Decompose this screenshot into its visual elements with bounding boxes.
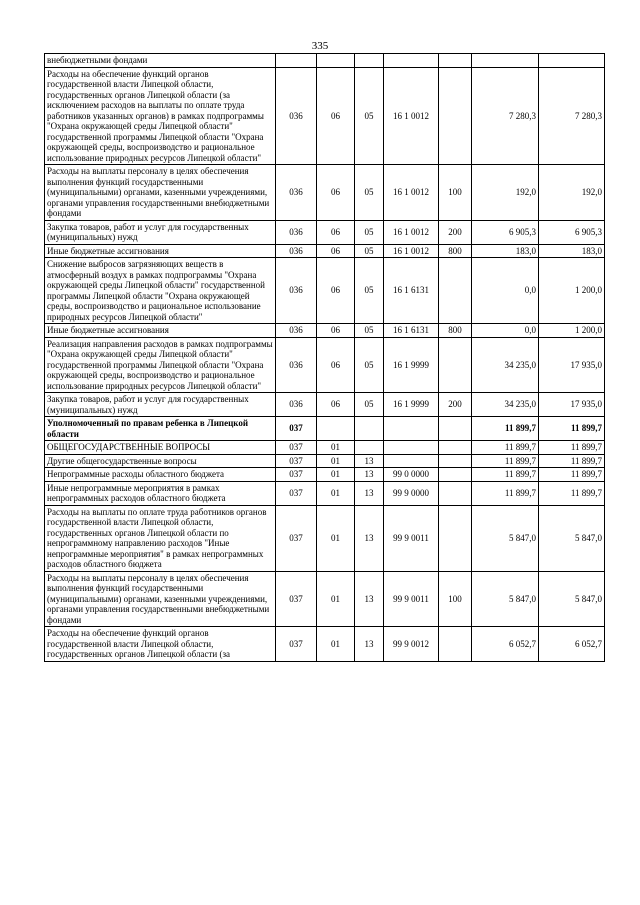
subsection-code: 13 [355,454,384,468]
ministry-code: 037 [276,468,317,482]
amount-year-2: 11 899,7 [539,417,605,441]
amount-year-1: 11 899,7 [472,481,539,505]
item-name: Непрограммные расходы областного бюджета [45,468,276,482]
expense-kind-code: 100 [439,165,472,221]
item-name: Закупка товаров, работ и услуг для государственных (муниципальных) нужд [45,393,276,417]
ministry-code: 037 [276,571,317,627]
amount-year-2: 17 935,0 [539,393,605,417]
section-code: 01 [317,571,355,627]
section-code: 06 [317,220,355,244]
ministry-code: 036 [276,165,317,221]
section-code: 06 [317,258,355,324]
page-number: 335 [311,40,329,52]
table-row [45,441,605,455]
item-name: Расходы на обеспечение функций органов государственной власти Липецкой области, государственных органов Липецкой области (за [45,627,276,662]
table-row [45,571,605,627]
subsection-code: 05 [355,244,384,258]
expense-kind-code [439,468,472,482]
amount-year-1: 11 899,7 [472,441,539,455]
section-code: 01 [317,441,355,455]
expense-kind-code [439,627,472,662]
table-row [45,627,605,662]
table-row [45,258,605,324]
table-row [45,324,605,338]
amount-year-1: 6 052,7 [472,627,539,662]
subsection-code: 13 [355,571,384,627]
amount-year-1: 11 899,7 [472,468,539,482]
subsection-code: 13 [355,468,384,482]
amount-year-2: 7 280,3 [539,67,605,165]
target-article-code: 99 9 0012 [384,627,439,662]
budget-table [44,53,605,662]
expense-kind-code [439,454,472,468]
amount-year-1: 5 847,0 [472,505,539,571]
budget-table-body [45,54,605,662]
amount-year-1: 11 899,7 [472,454,539,468]
subsection-code: 05 [355,324,384,338]
expense-kind-code [439,505,472,571]
amount-year-2: 6 052,7 [539,627,605,662]
amount-year-1: 0,0 [472,324,539,338]
expense-kind-code: 800 [439,324,472,338]
expense-kind-code: 800 [439,244,472,258]
ministry-code: 036 [276,393,317,417]
target-article-code [384,454,439,468]
expense-kind-code [439,258,472,324]
amount-year-2: 11 899,7 [539,441,605,455]
item-name: Расходы на обеспечение функций органов государственной власти Липецкой области, государственных органов Липецкой области (за исключением расходов на выплаты по оплате труда работников указанных органов) в рамках подпрограммы "Охрана окружающей среды Липецкой области" государственной программы Липецкой области "Охрана окружающей среды, воспроизводство и рациональное использование природных ресурсов Липецкой области" [45,67,276,165]
section-code: 06 [317,324,355,338]
target-article-code [384,54,439,68]
target-article-code: 16 1 9999 [384,393,439,417]
amount-year-1: 5 847,0 [472,571,539,627]
table-row [45,220,605,244]
item-name: Иные бюджетные ассигнования [45,324,276,338]
target-article-code: 99 9 0000 [384,481,439,505]
ministry-code: 037 [276,441,317,455]
section-code: 01 [317,481,355,505]
target-article-code: 99 0 0000 [384,468,439,482]
amount-year-1: 7 280,3 [472,67,539,165]
item-name: Уполномоченный по правам ребенка в Липецкой области [45,417,276,441]
ministry-code [276,54,317,68]
ministry-code: 037 [276,454,317,468]
target-article-code: 16 1 0012 [384,244,439,258]
item-name: Иные непрограммные мероприятия в рамках непрограммных расходов областного бюджета [45,481,276,505]
subsection-code: 05 [355,220,384,244]
table-row [45,54,605,68]
section-code: 06 [317,165,355,221]
target-article-code: 16 1 0012 [384,165,439,221]
item-name: Расходы на выплаты персоналу в целях обеспечения выполнения функций государственными (муниципальными) органами, казенными учреждениями, органами управления государственными внебюджетными фондами [45,571,276,627]
section-code [317,417,355,441]
item-name: Закупка товаров, работ и услуг для государственных (муниципальных) нужд [45,220,276,244]
section-code: 01 [317,468,355,482]
section-code: 06 [317,67,355,165]
table-row [45,393,605,417]
subsection-code: 05 [355,67,384,165]
amount-year-2: 183,0 [539,244,605,258]
section-code: 01 [317,627,355,662]
target-article-code: 16 1 6131 [384,258,439,324]
expense-kind-code [439,481,472,505]
ministry-code: 037 [276,505,317,571]
subsection-code: 05 [355,393,384,417]
target-article-code: 16 1 9999 [384,337,439,393]
target-article-code [384,417,439,441]
amount-year-1: 6 905,3 [472,220,539,244]
subsection-code [355,417,384,441]
amount-year-2: 17 935,0 [539,337,605,393]
expense-kind-code [439,417,472,441]
item-name: внебюджетными фондами [45,54,276,68]
expense-kind-code: 200 [439,220,472,244]
table-row [45,244,605,258]
item-name: ОБЩЕГОСУДАРСТВЕННЫЕ ВОПРОСЫ [45,441,276,455]
subsection-code: 05 [355,337,384,393]
item-name: Другие общегосударственные вопросы [45,454,276,468]
amount-year-2: 6 905,3 [539,220,605,244]
target-article-code [384,441,439,455]
table-row [45,417,605,441]
subsection-code: 13 [355,627,384,662]
ministry-code: 036 [276,220,317,244]
expense-kind-code [439,441,472,455]
table-row [45,468,605,482]
amount-year-2: 5 847,0 [539,505,605,571]
amount-year-2: 11 899,7 [539,481,605,505]
section-code [317,54,355,68]
amount-year-1: 34 235,0 [472,393,539,417]
ministry-code: 037 [276,627,317,662]
section-code: 06 [317,393,355,417]
expense-kind-code [439,67,472,165]
target-article-code: 99 9 0011 [384,505,439,571]
section-code: 06 [317,337,355,393]
table-row [45,454,605,468]
subsection-code [355,54,384,68]
section-code: 06 [317,244,355,258]
subsection-code: 13 [355,505,384,571]
section-code: 01 [317,454,355,468]
amount-year-1: 192,0 [472,165,539,221]
item-name: Иные бюджетные ассигнования [45,244,276,258]
ministry-code: 037 [276,481,317,505]
table-row [45,337,605,393]
ministry-code: 037 [276,417,317,441]
amount-year-2 [539,54,605,68]
expense-kind-code [439,337,472,393]
target-article-code: 16 1 0012 [384,220,439,244]
amount-year-1 [472,54,539,68]
table-row [45,67,605,165]
table-row [45,165,605,221]
expense-kind-code [439,54,472,68]
amount-year-1: 183,0 [472,244,539,258]
item-name: Расходы на выплаты по оплате труда работников органов государственной власти Липецкой области, государственных органов Липецкой области по непрограммному направлению расходов "Иные непрограммные мероприятия" в рамках непрограммных расходов областного бюджета [45,505,276,571]
amount-year-2: 192,0 [539,165,605,221]
subsection-code: 13 [355,481,384,505]
target-article-code: 99 9 0011 [384,571,439,627]
target-article-code: 16 1 6131 [384,324,439,338]
subsection-code: 05 [355,258,384,324]
amount-year-2: 11 899,7 [539,468,605,482]
ministry-code: 036 [276,324,317,338]
section-code: 01 [317,505,355,571]
ministry-code: 036 [276,67,317,165]
amount-year-1: 0,0 [472,258,539,324]
ministry-code: 036 [276,244,317,258]
ministry-code: 036 [276,258,317,324]
target-article-code: 16 1 0012 [384,67,439,165]
subsection-code [355,441,384,455]
amount-year-2: 11 899,7 [539,454,605,468]
item-name: Расходы на выплаты персоналу в целях обеспечения выполнения функций государственными (муниципальными) органами, казенными учреждениями, органами управления государственными внебюджетными фондами [45,165,276,221]
table-row [45,481,605,505]
item-name: Снижение выбросов загрязняющих веществ в атмосферный воздух в рамках подпрограммы "Охрана окружающей среды Липецкой области" государственной программы Липецкой области "Охрана окружающей среды, воспроизводство и рациональное использование природных ресурсов Липецкой области" [45,258,276,324]
expense-kind-code: 200 [439,393,472,417]
amount-year-1: 11 899,7 [472,417,539,441]
amount-year-2: 5 847,0 [539,571,605,627]
ministry-code: 036 [276,337,317,393]
amount-year-2: 1 200,0 [539,324,605,338]
item-name: Реализация направления расходов в рамках подпрограммы "Охрана окружающей среды Липецкой области" государственной программы Липецкой области "Охрана окружающей среды, воспроизводство и рациональное использование природных ресурсов Липецкой области" [45,337,276,393]
subsection-code: 05 [355,165,384,221]
expense-kind-code: 100 [439,571,472,627]
table-row [45,505,605,571]
amount-year-1: 34 235,0 [472,337,539,393]
amount-year-2: 1 200,0 [539,258,605,324]
